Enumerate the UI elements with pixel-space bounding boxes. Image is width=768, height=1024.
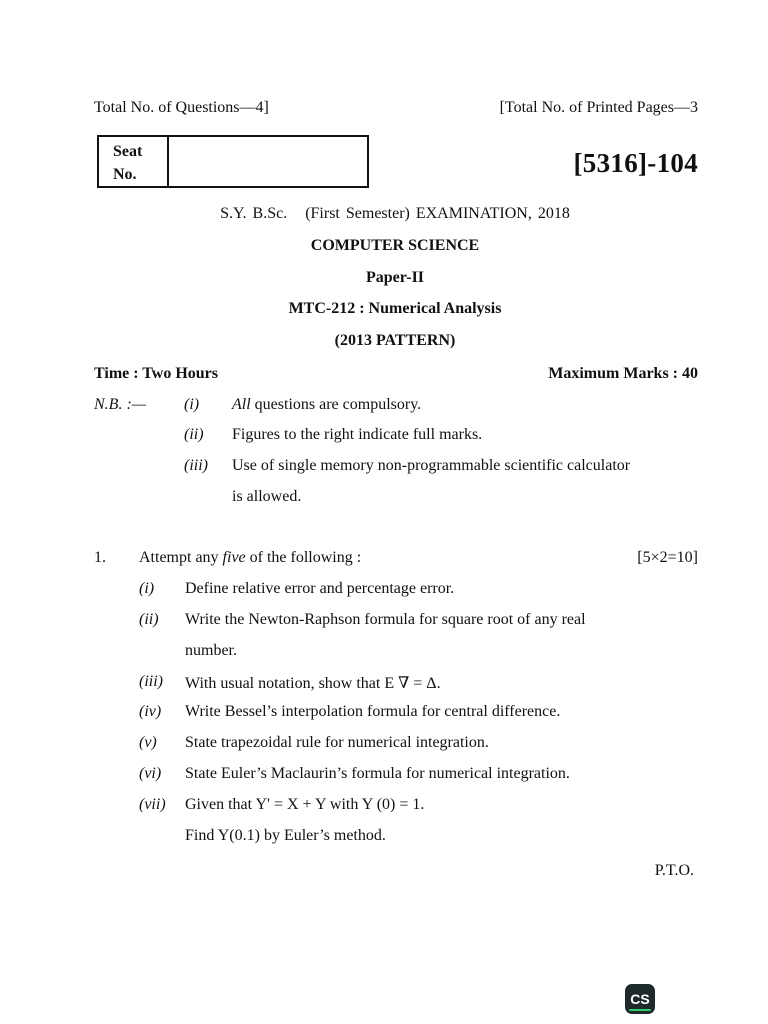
time-marks-row xyxy=(94,365,698,383)
pattern-title: (2013 PATTERN) xyxy=(334,332,456,349)
nb-item-number: (ii) xyxy=(184,426,204,443)
nb-item-number: (iii) xyxy=(184,457,208,474)
question-text xyxy=(139,549,361,567)
sub-question-text: Write the Newton-Raphson formula for square root of any real xyxy=(185,611,586,628)
printed-pages: [Total No. of Printed Pages—3 xyxy=(499,99,698,116)
question-text-post: of the following : xyxy=(245,549,362,566)
sub-question-text: Given that Y' = X + Y with Y (0) = 1. xyxy=(185,796,425,813)
sub-question-number: (v) xyxy=(139,734,157,751)
sub-question-number: (i) xyxy=(139,580,155,597)
time-label: Time : Two Hours xyxy=(94,365,219,382)
total-questions: Total No. of Questions—4] xyxy=(94,99,269,116)
nb-label: N.B. :— xyxy=(94,396,146,413)
sub-question-number: (iii) xyxy=(139,673,163,690)
nb-item-rest: questions are compulsory. xyxy=(250,396,422,413)
sub-question-text: Write Bessel’s interpolation formula for central difference. xyxy=(185,703,561,720)
paper-title: Paper-II xyxy=(365,269,425,286)
sub-question-number: (vii) xyxy=(139,796,166,813)
nb-item-emphasis: All xyxy=(232,396,251,413)
sub-question-number: (vi) xyxy=(139,765,162,782)
paper-code: [5316]-104 xyxy=(573,148,698,178)
nb-item-text xyxy=(232,396,421,414)
seat-label: Seat No. xyxy=(99,137,169,186)
exam-title: S.Y. B.Sc. (First Semester) EXAMINATION, 2018 xyxy=(220,205,570,222)
nb-item-text: Use of single memory non-programmable scientific calculator xyxy=(232,457,631,474)
seat-number-field[interactable] xyxy=(169,137,367,186)
pto-label: P.T.O. xyxy=(654,862,694,879)
sub-question-number: (iv) xyxy=(139,703,162,720)
sub-question-text: With usual notation, show that E ∇ = Δ. xyxy=(185,675,441,692)
nb-item-number: (i) xyxy=(184,396,200,413)
sub-question-number: (ii) xyxy=(139,611,159,628)
question-text-emphasis: five xyxy=(222,549,246,566)
camscanner-logo-icon: CS xyxy=(625,984,655,1014)
seat-number-box xyxy=(97,135,369,188)
nb-item-text-continued: is allowed. xyxy=(232,488,302,505)
question-text-pre: Attempt any xyxy=(139,549,223,566)
max-marks-label: Maximum Marks : 40 xyxy=(548,365,698,382)
sub-question-text: Define relative error and percentage error. xyxy=(185,580,455,597)
sub-question-text-continued: Find Y(0.1) by Euler’s method. xyxy=(185,827,386,844)
question-marks: [5×2=10] xyxy=(637,549,698,566)
sub-question-text: State Euler’s Maclaurin’s formula for numerical integration. xyxy=(185,765,570,782)
question-number: 1. xyxy=(94,549,106,566)
subject-title: COMPUTER SCIENCE xyxy=(310,237,480,254)
sub-question-text: State trapezoidal rule for numerical integration. xyxy=(185,734,489,751)
course-title: MTC-212 : Numerical Analysis xyxy=(288,300,502,317)
nb-item-text: Figures to the right indicate full marks. xyxy=(232,426,483,443)
sub-question-text-continued: number. xyxy=(185,642,237,659)
